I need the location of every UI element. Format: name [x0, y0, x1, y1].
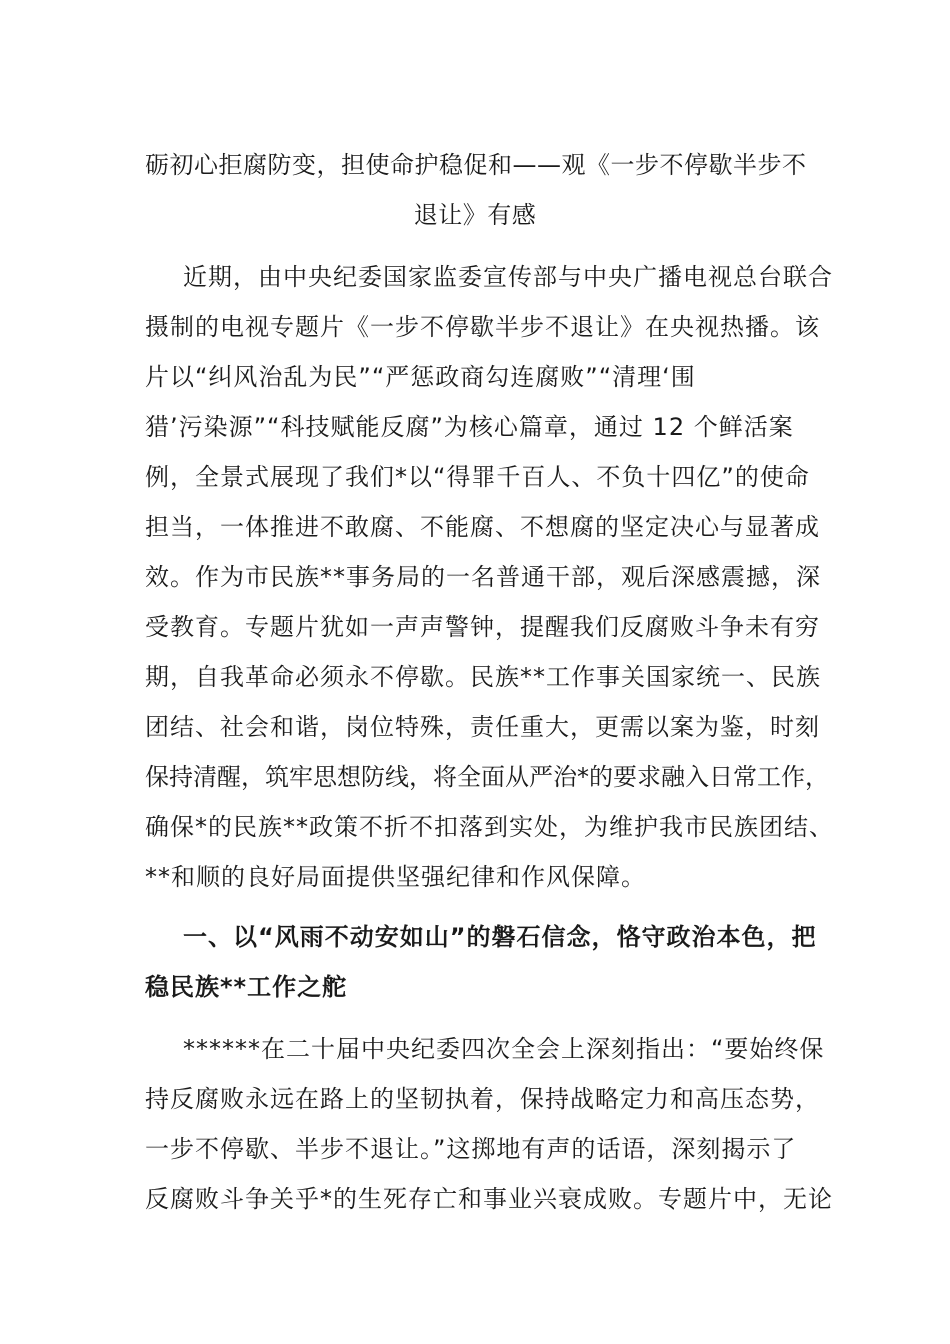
- section-heading-1-line-2: 稳民族**工作之舵: [145, 973, 348, 1001]
- paragraph-2-line-4: 反腐败斗争关乎*的生死存亡和事业兴衰成败。专题片中，无论: [145, 1185, 833, 1213]
- document-title-line-1: 砺初心拒腐防变，担使命护稳促和——观《一步不停歇半步不: [145, 151, 807, 179]
- paragraph-2-line-3: 一步不停歇、半步不退让。”这掷地有声的话语，深刻揭示了: [145, 1135, 797, 1163]
- paragraph-1-line-12: 确保*的民族**政策不折不扣落到实处，为维护我市民族团结、: [145, 813, 834, 841]
- paragraph-1-line-4: 猎’污染源”“科技赋能反腐”为核心篇章，通过 12 个鲜活案: [145, 413, 794, 441]
- paragraph-1-line-2: 摄制的电视专题片《一步不停歇半步不退让》在央视热播。该: [145, 313, 820, 341]
- document-title-line-2: 退让》有感: [413, 201, 537, 229]
- paragraph-1-line-1: 近期，由中央纪委国家监委宣传部与中央广播电视总台联合: [183, 263, 833, 291]
- paragraph-1-line-13: **和顺的良好局面提供坚强纪律和作风保障。: [145, 863, 646, 891]
- paragraph-1-line-6: 担当，一体推进不敢腐、不能腐、不想腐的坚定决心与显著成: [145, 513, 820, 541]
- paragraph-1-line-8: 受教育。专题片犹如一声声警钟，提醒我们反腐败斗争未有穷: [145, 613, 820, 641]
- paragraph-1-line-5: 例，全景式展现了我们*以“得罪千百人、不负十四亿”的使命: [145, 463, 810, 491]
- paragraph-1-line-10: 团结、社会和谐，岗位特殊，责任重大，更需以案为鉴，时刻: [145, 713, 820, 741]
- paragraph-1-line-7: 效。作为市民族**事务局的一名普通干部，观后深感震撼，深: [145, 563, 821, 591]
- paragraph-2-line-1: ******在二十届中央纪委四次全会上深刻指出：“要始终保: [183, 1035, 825, 1063]
- paragraph-1-line-9: 期，自我革命必须永不停歇。民族**工作事关国家统一、民族: [145, 663, 821, 691]
- paragraph-2-line-2: 持反腐败永远在路上的坚韧执着，保持战略定力和高压态势，: [145, 1085, 820, 1113]
- paragraph-1-line-3: 片以“纠风治乱为民”“严惩政商勾连腐败”“清理‘围: [145, 363, 696, 391]
- section-heading-1-line-1: 一、以“风雨不动安如山”的磐石信念，恪守政治本色，把: [183, 923, 817, 951]
- paragraph-1-line-11: 保持清醒，筑牢思想防线，将全面从严治*的要求融入日常工作，: [145, 763, 829, 791]
